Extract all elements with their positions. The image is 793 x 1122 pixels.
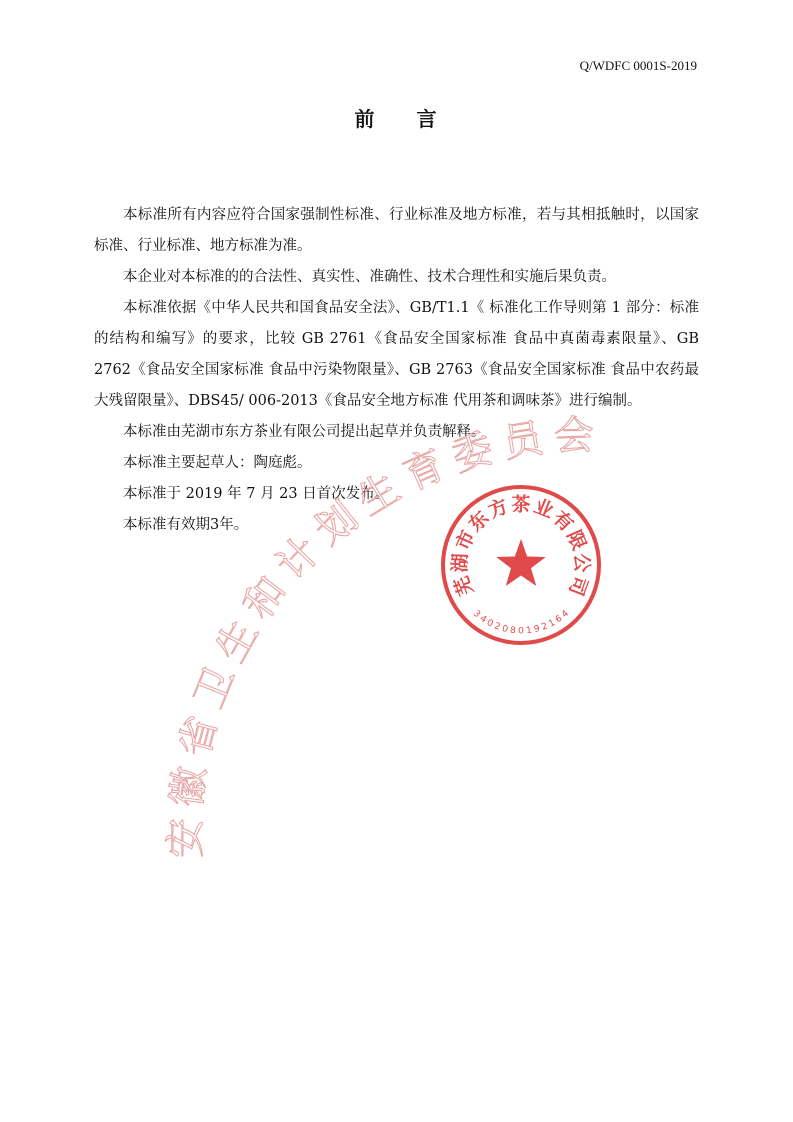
watermark-char: 和 [235, 568, 296, 628]
paragraph-3: 本标准依据《中华人民共和国食品安全法》、GB/T1.1《 标准化工作导则第 1 部分：标准的结构和编写》的要求，比较 GB 2761《食品安全国家标准 食品中真菌毒素限量》、GB 2762《食品安全国家标准 食品中污染物限量》、GB 2763《食品安全国家标准 食品中农药最大残留限量》、DBS45/ 006-2013《食品安全地方标准 代用茶和调味茶》进行编制。 [94, 300, 699, 409]
seal-char: 限 [562, 527, 591, 554]
document-body [94, 200, 699, 541]
watermark-char: 划 [306, 493, 367, 555]
watermark-char: 会 [553, 412, 595, 460]
seal-code-digit: 2 [540, 621, 550, 633]
paragraph-6: 本标准于 2019 年 7 月 23 日首次发布。 [123, 486, 390, 502]
page-title [0, 103, 793, 132]
seal-char: 公 [570, 553, 593, 573]
seal-code-digit: 0 [518, 626, 524, 637]
watermark-char: 生 [207, 612, 268, 670]
seal-code-digit: 4 [477, 613, 489, 626]
seal-char: 东 [464, 506, 494, 536]
paragraph-4: 本标准由芜湖市东方茶业有限公司提出起草并负责解释。 [123, 424, 486, 440]
seal-code-digit: 3 [471, 608, 482, 621]
seal-char: 业 [530, 495, 557, 523]
seal-code-digit: 6 [553, 613, 565, 626]
seal-code-digit: 1 [547, 617, 558, 630]
seal-char: 方 [485, 495, 512, 523]
watermark-char: 安 [163, 818, 209, 858]
paragraph-7: 本标准有效期3年。 [123, 517, 249, 533]
watermark-char: 徽 [163, 763, 215, 810]
seal-char: 芜 [450, 572, 478, 599]
seal-char: 有 [548, 506, 578, 536]
seal-code-digit: 0 [500, 623, 509, 636]
paragraph-2: 本企业对本标准的的合法性、真实性、准确性、技术合理性和实施后果负责。 [123, 269, 616, 285]
watermark-char: 生 [349, 464, 408, 525]
seal-code-digit: 0 [484, 617, 495, 630]
company-seal [436, 480, 606, 650]
watermark-char: 委 [446, 425, 499, 481]
seal-char: 市 [451, 527, 480, 554]
seal-code-digit: 2 [492, 621, 502, 633]
watermark-char: 卫 [186, 660, 245, 715]
seal-char: 茶 [511, 493, 531, 516]
title-char-1: 前 [354, 107, 377, 131]
watermark-char: 育 [396, 441, 453, 500]
seal-char: 司 [564, 572, 592, 599]
paragraph-5: 本标准主要起草人：陶庭彪。 [123, 455, 312, 471]
watermark-char: 员 [499, 415, 547, 468]
seal-code-digit: 9 [533, 623, 542, 636]
title-char-2: 言 [416, 107, 439, 131]
seal-code-digit: 4 [560, 608, 571, 621]
watermark-char: 省 [171, 711, 227, 762]
seal-code-digit: 1 [525, 625, 533, 637]
watermark-char: 计 [268, 528, 330, 590]
seal-code-digit: 8 [509, 625, 517, 637]
document-code: Q/WDFC 0001S-2019 [579, 58, 697, 73]
star-icon [496, 539, 545, 586]
seal-char: 湖 [449, 553, 472, 573]
paragraph-1: 本标准所有内容应符合国家强制性标准、行业标准及地方标准，若与其相抵触时，以国家标准、行业标准、地方标准为准。 [94, 207, 699, 254]
